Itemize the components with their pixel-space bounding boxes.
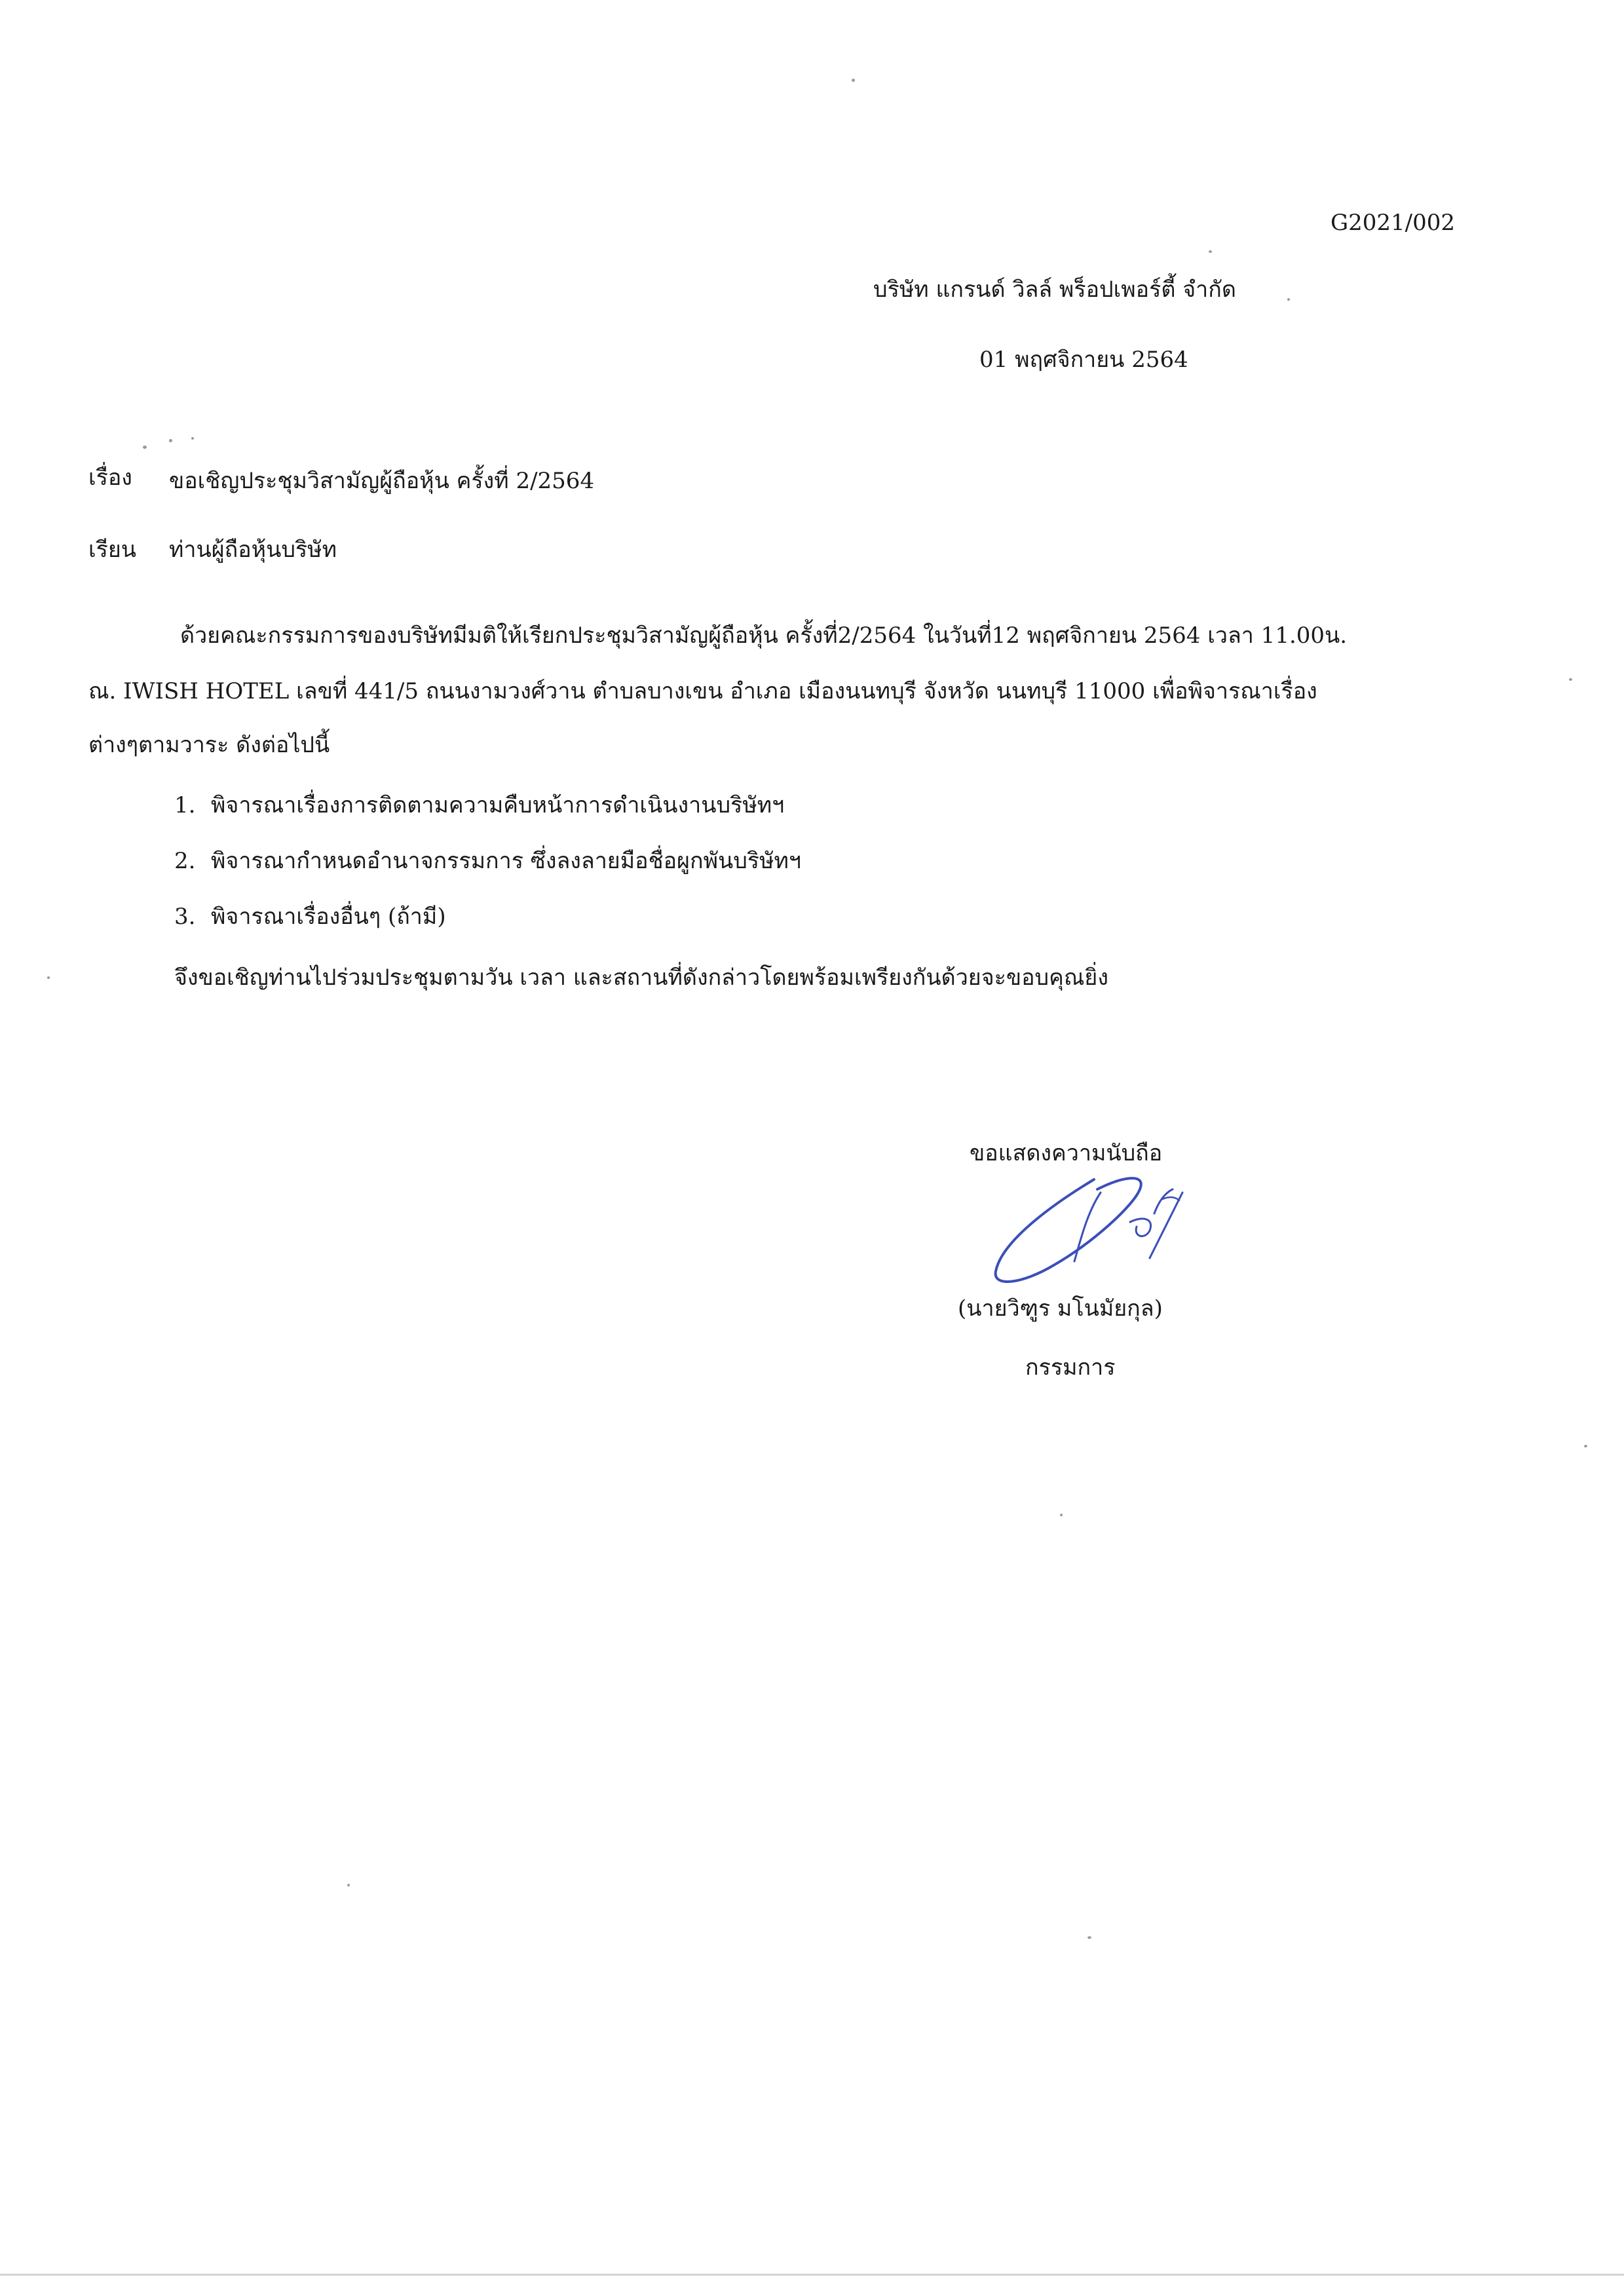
scan-speck <box>143 446 147 449</box>
agenda-item-text: พิจารณากำหนดอำนาจกรรมการ ซึ่งลงลายมือชื่อผูกพันบริษัทฯ <box>211 848 801 874</box>
scan-edge-line <box>0 2274 1624 2276</box>
salutation-text: ท่านผู้ถือหุ้นบริษัท <box>169 537 337 563</box>
agenda-item-text: พิจารณาเรื่องอื่นๆ (ถ้ามี) <box>211 904 446 930</box>
scan-speck <box>852 79 855 82</box>
company-name: บริษัท แกรนด์ วิลล์ พร็อปเพอร์ตี้ จำกัด <box>873 277 1236 303</box>
subject-text: ขอเชิญประชุมวิสามัญผู้ถือหุ้น ครั้งที่ 2/2564 <box>169 468 595 494</box>
agenda-item-number: 3. <box>174 904 196 930</box>
scan-speck <box>347 1884 350 1886</box>
agenda-item-number: 2. <box>174 848 196 874</box>
scan-speck <box>169 439 172 442</box>
body-line: ณ. IWISH HOTEL เลขที่ 441/5 ถนนงามวงศ์วาน ตำบลบางเขน อำเภอ เมืองนนทบุรี จังหวัด นนทบุรี 11000 เพื่อพิจารณาเรื่อง <box>88 678 1317 704</box>
scan-speck <box>1060 1514 1063 1516</box>
scan-speck <box>1584 1445 1587 1447</box>
letter-date: 01 พฤศจิกายน 2564 <box>979 347 1188 373</box>
subject-label: เรื่อง <box>88 465 132 491</box>
scan-speck <box>47 976 50 979</box>
body-line: ต่างๆตามวาระ ดังต่อไปนี้ <box>88 732 330 758</box>
document-number: G2021/002 <box>1330 210 1455 236</box>
closing-sentence: จึงขอเชิญท่านไปร่วมประชุมตามวัน เวลา และสถานที่ดังกล่าวโดยพร้อมเพรียงกันด้วยจะขอบคุณยิ่ง <box>174 965 1108 991</box>
body-line: ด้วยคณะกรรมการของบริษัทมีมติให้เรียกประชุมวิสามัญผู้ถือหุ้น ครั้งที่2/2564 ในวันที่12 พฤศจิกายน 2564 เวลา 11.00น. <box>180 622 1348 649</box>
scan-speck <box>191 437 194 440</box>
scan-speck <box>1287 298 1290 301</box>
signer-title: กรรมการ <box>1025 1354 1116 1381</box>
scan-speck <box>1087 1936 1091 1939</box>
agenda-item-number: 1. <box>174 792 196 818</box>
scan-speck <box>1209 250 1212 253</box>
signature-icon <box>983 1153 1199 1291</box>
scan-speck <box>1569 678 1572 681</box>
salutation-label: เรียน <box>88 537 137 563</box>
regards-text: ขอแสดงความนับถือ <box>970 1140 1163 1166</box>
signer-name: (นายวิฑูร มโนมัยกุล) <box>958 1295 1163 1322</box>
agenda-item-text: พิจารณาเรื่องการติดตามความคืบหน้าการดำเนินงานบริษัทฯ <box>211 792 785 818</box>
